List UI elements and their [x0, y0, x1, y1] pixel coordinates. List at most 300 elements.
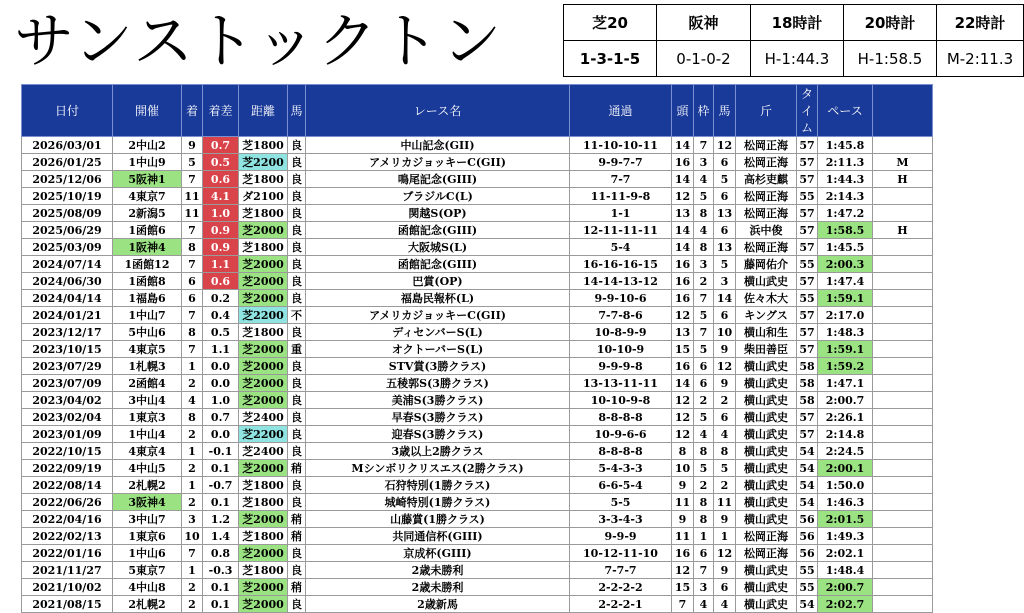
margin-cell: 0.1 [203, 494, 239, 511]
gate-cell: 2 [694, 392, 714, 409]
pace-cell [873, 426, 933, 443]
table-row [22, 579, 933, 596]
finish-cell: 2 [182, 375, 203, 392]
horse-number-cell: 9 [714, 341, 736, 358]
distance-cell: 芝2400 [239, 409, 288, 426]
passing-cell: 9-9-9 [570, 528, 672, 545]
weight-cell: 56 [797, 545, 818, 562]
pace-cell [873, 205, 933, 222]
gate-cell: 5 [694, 307, 714, 324]
weight-cell: 58 [797, 375, 818, 392]
horse-number-cell: 6 [714, 188, 736, 205]
gate-cell: 7 [694, 562, 714, 579]
gate-cell: 8 [694, 205, 714, 222]
passing-cell: 6-6-5-4 [570, 477, 672, 494]
track-condition-cell: 良 [288, 256, 306, 273]
margin-cell: 4.1 [203, 188, 239, 205]
distance-cell: 芝2000 [239, 579, 288, 596]
field-size-cell: 9 [672, 477, 694, 494]
margin-cell: 1.4 [203, 528, 239, 545]
summary-value-cell: 1-3-1-5 [564, 41, 657, 77]
table-row [22, 426, 933, 443]
passing-cell: 9-9-10-6 [570, 290, 672, 307]
table-row [22, 477, 933, 494]
gate-cell: 8 [694, 239, 714, 256]
meeting-cell: 1札幌3 [113, 358, 182, 375]
horse-name-title: サンストックトン [14, 7, 504, 77]
gate-cell: 4 [694, 596, 714, 613]
pace-cell [873, 596, 933, 613]
meeting-cell: 1中山6 [113, 545, 182, 562]
jockey-cell: 藤岡佑介 [736, 256, 797, 273]
field-size-cell: 16 [672, 358, 694, 375]
margin-cell: 0.6 [203, 171, 239, 188]
finish-cell: 7 [182, 341, 203, 358]
race-name-cell: 京成杯(GIII) [306, 545, 570, 562]
jockey-cell: 松岡正海 [736, 528, 797, 545]
finish-cell: 7 [182, 222, 203, 239]
table-row [22, 494, 933, 511]
passing-cell: 9-9-7-7 [570, 154, 672, 171]
table-row [22, 222, 933, 239]
table-row [22, 307, 933, 324]
field-size-cell: 15 [672, 579, 694, 596]
meeting-cell: 2札幌2 [113, 477, 182, 494]
distance-cell: 芝2400 [239, 443, 288, 460]
jockey-cell: 横山武史 [736, 579, 797, 596]
race-name-cell: STV賞(3勝クラス) [306, 358, 570, 375]
horse-number-cell: 11 [714, 494, 736, 511]
pace-cell [873, 460, 933, 477]
finish-cell: 8 [182, 324, 203, 341]
date-cell: 2025/03/09 [22, 239, 113, 256]
passing-cell: 7-7-8-6 [570, 307, 672, 324]
race-name-cell: 関越S(OP) [306, 205, 570, 222]
field-size-cell: 8 [672, 443, 694, 460]
track-condition-cell: 良 [288, 426, 306, 443]
margin-cell: 1.2 [203, 511, 239, 528]
race-name-cell: オクトーバーS(L) [306, 341, 570, 358]
pace-cell [873, 511, 933, 528]
horse-number-cell: 6 [714, 579, 736, 596]
date-cell: 2025/06/29 [22, 222, 113, 239]
pace-cell [873, 392, 933, 409]
distance-cell: 芝2000 [239, 511, 288, 528]
finish-cell: 9 [182, 137, 203, 154]
track-condition-cell: 良 [288, 375, 306, 392]
column-header-passing: 通過 [570, 85, 672, 137]
gate-cell: 4 [694, 171, 714, 188]
track-condition-cell: 良 [288, 409, 306, 426]
gate-cell: 7 [694, 137, 714, 154]
table-row [22, 358, 933, 375]
time-cell: 1:47.2 [818, 205, 873, 222]
column-header-jockey: 斤 [736, 85, 797, 137]
race-name-cell: 共同通信杯(GIII) [306, 528, 570, 545]
time-cell: 2:02.7 [818, 596, 873, 613]
margin-cell: 0.4 [203, 307, 239, 324]
distance-cell: 芝1800 [239, 477, 288, 494]
meeting-cell: 3中山7 [113, 511, 182, 528]
distance-cell: 芝1800 [239, 239, 288, 256]
summary-value-row [564, 41, 1024, 77]
gate-cell: 1 [694, 528, 714, 545]
margin-cell: -0.1 [203, 443, 239, 460]
summary-value-cell: H-1:58.5 [844, 41, 937, 77]
horse-number-cell: 6 [714, 307, 736, 324]
jockey-cell: 横山武史 [736, 460, 797, 477]
weight-cell: 55 [797, 562, 818, 579]
margin-cell: 0.1 [203, 596, 239, 613]
gate-cell: 2 [694, 477, 714, 494]
distance-cell: 芝2000 [239, 392, 288, 409]
time-cell: 1:48.3 [818, 324, 873, 341]
gate-cell: 8 [694, 443, 714, 460]
meeting-cell: 3中山4 [113, 392, 182, 409]
field-size-cell: 14 [672, 375, 694, 392]
time-cell: 1:50.0 [818, 477, 873, 494]
date-cell: 2025/12/06 [22, 171, 113, 188]
finish-cell: 7 [182, 171, 203, 188]
pace-cell [873, 477, 933, 494]
finish-cell: 2 [182, 596, 203, 613]
time-cell: 2:00.7 [818, 392, 873, 409]
passing-cell: 11-10-10-11 [570, 137, 672, 154]
distance-cell: 芝1800 [239, 494, 288, 511]
column-header-meeting: 開催 [113, 85, 182, 137]
meeting-cell: 1阪神4 [113, 239, 182, 256]
summary-header-cell: 18時計 [751, 5, 844, 41]
column-header-margin: 着差 [203, 85, 239, 137]
meeting-cell: 3阪神4 [113, 494, 182, 511]
track-condition-cell: 良 [288, 154, 306, 171]
summary-header-cell: 20時計 [844, 5, 937, 41]
meeting-cell: 1中山9 [113, 154, 182, 171]
time-cell: 1:45.5 [818, 239, 873, 256]
horse-number-cell: 13 [714, 205, 736, 222]
time-cell: 1:48.4 [818, 562, 873, 579]
field-size-cell: 14 [672, 239, 694, 256]
race-name-cell: 2歳未勝利 [306, 562, 570, 579]
pace-cell [873, 443, 933, 460]
meeting-cell: 1中山4 [113, 426, 182, 443]
jockey-cell: 松岡正海 [736, 205, 797, 222]
meeting-cell: 4東京4 [113, 443, 182, 460]
time-cell: 1:45.8 [818, 137, 873, 154]
table-row [22, 596, 933, 613]
jockey-cell: 横山武史 [736, 426, 797, 443]
time-cell: 2:02.1 [818, 545, 873, 562]
gate-cell: 8 [694, 511, 714, 528]
race-name-cell: 山藤賞(1勝クラス) [306, 511, 570, 528]
time-cell: 2:14.3 [818, 188, 873, 205]
distance-cell: ダ2100 [239, 188, 288, 205]
jockey-cell: 横山武史 [736, 562, 797, 579]
race-name-cell: 早春S(3勝クラス) [306, 409, 570, 426]
summary-value-cell: 0-1-0-2 [657, 41, 751, 77]
distance-cell: 芝2000 [239, 460, 288, 477]
date-cell: 2023/07/29 [22, 358, 113, 375]
distance-cell: 芝1800 [239, 171, 288, 188]
race-name-cell: 大阪城S(L) [306, 239, 570, 256]
distance-cell: 芝2000 [239, 256, 288, 273]
jockey-cell: 横山武史 [736, 392, 797, 409]
time-cell: 2:26.1 [818, 409, 873, 426]
summary-table [563, 4, 1024, 77]
jockey-cell: 松岡正海 [736, 188, 797, 205]
track-condition-cell: 良 [288, 205, 306, 222]
table-row [22, 239, 933, 256]
table-row [22, 443, 933, 460]
column-header-race-name: レース名 [306, 85, 570, 137]
horse-number-cell: 2 [714, 477, 736, 494]
time-cell: 2:17.0 [818, 307, 873, 324]
time-cell: 2:14.8 [818, 426, 873, 443]
pace-cell [873, 579, 933, 596]
passing-cell: 12-11-11-11 [570, 222, 672, 239]
finish-cell: 1 [182, 562, 203, 579]
table-row [22, 273, 933, 290]
pace-cell [873, 528, 933, 545]
field-size-cell: 14 [672, 171, 694, 188]
table-row [22, 460, 933, 477]
passing-cell: 5-5 [570, 494, 672, 511]
track-condition-cell: 稍 [288, 528, 306, 545]
passing-cell: 9-9-9-8 [570, 358, 672, 375]
distance-cell: 芝2000 [239, 273, 288, 290]
weight-cell: 57 [797, 222, 818, 239]
finish-cell: 8 [182, 409, 203, 426]
weight-cell: 57 [797, 341, 818, 358]
race-name-cell: Mシンボリクリスエス(2勝クラス) [306, 460, 570, 477]
track-condition-cell: 稍 [288, 460, 306, 477]
race-name-cell: 函館記念(GIII) [306, 222, 570, 239]
table-row [22, 409, 933, 426]
finish-cell: 2 [182, 579, 203, 596]
weight-cell: 55 [797, 188, 818, 205]
meeting-cell: 1東京3 [113, 409, 182, 426]
margin-cell: 0.7 [203, 409, 239, 426]
margin-cell: 0.9 [203, 222, 239, 239]
track-condition-cell: 良 [288, 188, 306, 205]
date-cell: 2022/01/16 [22, 545, 113, 562]
weight-cell: 57 [797, 409, 818, 426]
horse-number-cell: 6 [714, 409, 736, 426]
field-size-cell: 9 [672, 511, 694, 528]
pace-cell [873, 307, 933, 324]
date-cell: 2023/02/04 [22, 409, 113, 426]
passing-cell: 16-16-16-15 [570, 256, 672, 273]
gate-cell: 3 [694, 579, 714, 596]
finish-cell: 2 [182, 494, 203, 511]
race-name-cell: アメリカジョッキーC(GII) [306, 307, 570, 324]
finish-cell: 10 [182, 528, 203, 545]
passing-cell: 10-10-9 [570, 341, 672, 358]
field-size-cell: 12 [672, 562, 694, 579]
weight-cell: 55 [797, 256, 818, 273]
table-row [22, 392, 933, 409]
horse-number-cell: 12 [714, 137, 736, 154]
margin-cell: 1.1 [203, 341, 239, 358]
race-name-cell: 石狩特別(1勝クラス) [306, 477, 570, 494]
distance-cell: 芝1800 [239, 205, 288, 222]
pace-cell [873, 358, 933, 375]
meeting-cell: 1中山7 [113, 307, 182, 324]
horse-number-cell: 1 [714, 528, 736, 545]
finish-cell: 11 [182, 205, 203, 222]
date-cell: 2025/08/09 [22, 205, 113, 222]
pace-cell: H [873, 171, 933, 188]
passing-cell: 2-2-2-2 [570, 579, 672, 596]
passing-cell: 14-14-13-12 [570, 273, 672, 290]
gate-cell: 8 [694, 494, 714, 511]
meeting-cell: 4中山5 [113, 460, 182, 477]
margin-cell: 0.0 [203, 426, 239, 443]
race-name-cell: アメリカジョッキーC(GII) [306, 154, 570, 171]
finish-cell: 11 [182, 188, 203, 205]
passing-cell: 8-8-8-8 [570, 443, 672, 460]
field-size-cell: 16 [672, 273, 694, 290]
finish-cell: 5 [182, 154, 203, 171]
jockey-cell: 横山武史 [736, 409, 797, 426]
date-cell: 2022/08/14 [22, 477, 113, 494]
time-cell: 2:24.5 [818, 443, 873, 460]
track-condition-cell: 良 [288, 392, 306, 409]
gate-cell: 6 [694, 358, 714, 375]
finish-cell: 4 [182, 392, 203, 409]
field-size-cell: 11 [672, 494, 694, 511]
margin-cell: -0.3 [203, 562, 239, 579]
field-size-cell: 13 [672, 324, 694, 341]
track-condition-cell: 良 [288, 324, 306, 341]
pace-cell: M [873, 154, 933, 171]
passing-cell: 8-8-8-8 [570, 409, 672, 426]
race-name-cell: 巴賞(OP) [306, 273, 570, 290]
weight-cell: 54 [797, 477, 818, 494]
track-condition-cell: 良 [288, 596, 306, 613]
weight-cell: 56 [797, 528, 818, 545]
pace-cell [873, 494, 933, 511]
jockey-cell: 松岡正海 [736, 154, 797, 171]
jockey-cell: 横山武史 [736, 494, 797, 511]
meeting-cell: 2札幌2 [113, 596, 182, 613]
gate-cell: 7 [694, 324, 714, 341]
summary-header-cell: 22時計 [937, 5, 1024, 41]
race-name-cell: 五稜郭S(3勝クラス) [306, 375, 570, 392]
column-header-finish: 着 [182, 85, 203, 137]
distance-cell: 芝2000 [239, 222, 288, 239]
pace-cell [873, 188, 933, 205]
horse-number-cell: 4 [714, 596, 736, 613]
finish-cell: 1 [182, 443, 203, 460]
race-name-cell: 鳴尾記念(GIII) [306, 171, 570, 188]
margin-cell: 1.1 [203, 256, 239, 273]
margin-cell: 0.0 [203, 375, 239, 392]
weight-cell: 57 [797, 273, 818, 290]
summary-value-cell: H-1:44.3 [751, 41, 844, 77]
finish-cell: 7 [182, 307, 203, 324]
date-cell: 2022/04/16 [22, 511, 113, 528]
table-row [22, 341, 933, 358]
gate-cell: 5 [694, 341, 714, 358]
margin-cell: -0.7 [203, 477, 239, 494]
weight-cell: 57 [797, 426, 818, 443]
column-header-pace [873, 85, 933, 137]
meeting-cell: 2中山2 [113, 137, 182, 154]
horse-number-cell: 12 [714, 358, 736, 375]
date-cell: 2022/09/19 [22, 460, 113, 477]
margin-cell: 0.7 [203, 137, 239, 154]
race-table-body [22, 137, 933, 613]
finish-cell: 8 [182, 239, 203, 256]
track-condition-cell: 良 [288, 494, 306, 511]
table-row [22, 256, 933, 273]
distance-cell: 芝2200 [239, 154, 288, 171]
column-header-field-size: 頭 [672, 85, 694, 137]
pace-cell [873, 137, 933, 154]
table-row [22, 137, 933, 154]
date-cell: 2024/04/14 [22, 290, 113, 307]
meeting-cell: 2新潟5 [113, 205, 182, 222]
gate-cell: 4 [694, 426, 714, 443]
passing-cell: 2-2-2-1 [570, 596, 672, 613]
horse-number-cell: 3 [714, 273, 736, 290]
jockey-cell: 松岡正海 [736, 545, 797, 562]
horse-number-cell: 8 [714, 443, 736, 460]
pace-cell [873, 324, 933, 341]
finish-cell: 1 [182, 477, 203, 494]
column-header-track-condition: 馬 [288, 85, 306, 137]
jockey-cell: 横山武史 [736, 596, 797, 613]
gate-cell: 4 [694, 222, 714, 239]
distance-cell: 芝2000 [239, 358, 288, 375]
weight-cell: 57 [797, 205, 818, 222]
finish-cell: 6 [182, 290, 203, 307]
race-table-header-row [22, 85, 933, 137]
gate-cell: 3 [694, 154, 714, 171]
passing-cell: 5-4-3-3 [570, 460, 672, 477]
column-header-gate: 枠 [694, 85, 714, 137]
horse-number-cell: 13 [714, 239, 736, 256]
passing-cell: 3-3-4-3 [570, 511, 672, 528]
date-cell: 2026/01/25 [22, 154, 113, 171]
column-header-horse-number: 馬 [714, 85, 736, 137]
passing-cell: 11-11-9-8 [570, 188, 672, 205]
race-name-cell: 函館記念(GIII) [306, 256, 570, 273]
horse-number-cell: 2 [714, 392, 736, 409]
distance-cell: 芝2200 [239, 426, 288, 443]
time-cell: 2:11.3 [818, 154, 873, 171]
race-name-cell: 中山記念(GII) [306, 137, 570, 154]
date-cell: 2024/07/14 [22, 256, 113, 273]
weight-cell: 54 [797, 443, 818, 460]
summary-value-cell: M-2:11.3 [937, 41, 1024, 77]
track-condition-cell: 良 [288, 222, 306, 239]
weight-cell: 58 [797, 392, 818, 409]
field-size-cell: 7 [672, 596, 694, 613]
race-name-cell: ディセンバーS(L) [306, 324, 570, 341]
column-header-date: 日付 [22, 85, 113, 137]
gate-cell: 5 [694, 409, 714, 426]
summary-header-cell: 阪神 [657, 5, 751, 41]
weight-cell: 57 [797, 239, 818, 256]
gate-cell: 6 [694, 375, 714, 392]
field-size-cell: 16 [672, 154, 694, 171]
time-cell: 2:00.3 [818, 256, 873, 273]
date-cell: 2023/04/02 [22, 392, 113, 409]
margin-cell: 0.5 [203, 324, 239, 341]
horse-number-cell: 6 [714, 222, 736, 239]
